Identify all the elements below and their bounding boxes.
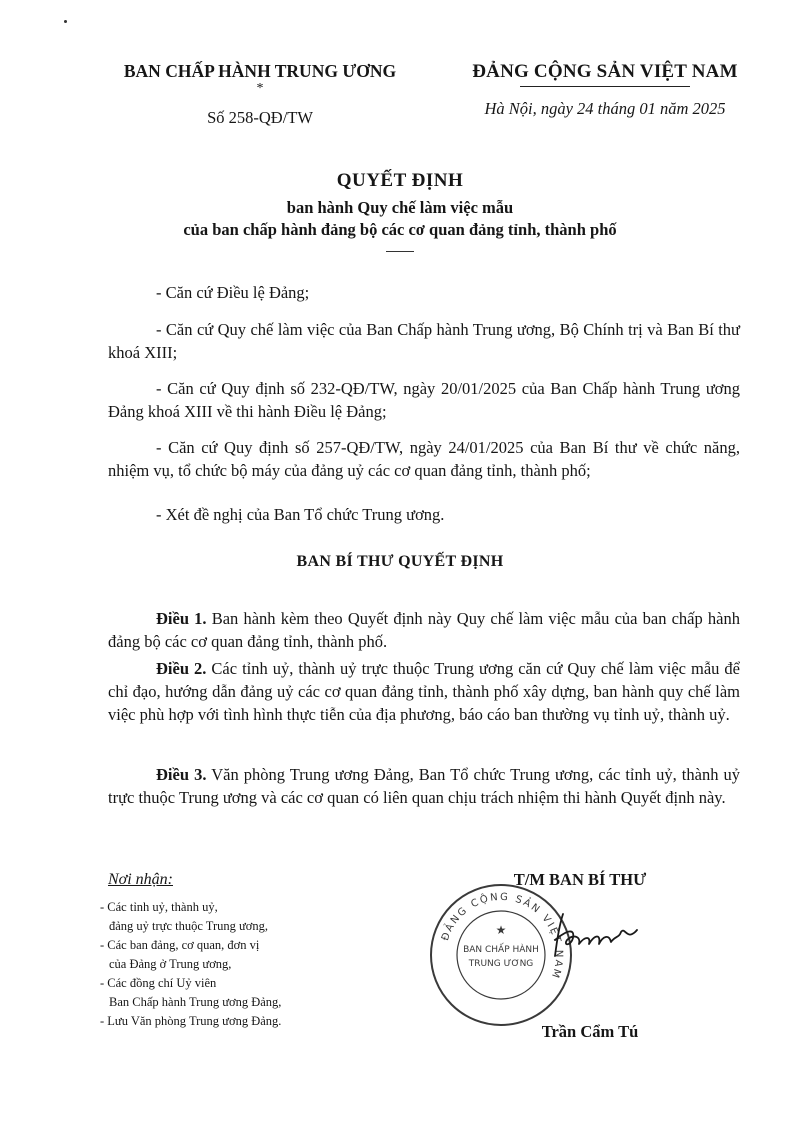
article-label: Điều 1. bbox=[156, 609, 207, 628]
preamble-item: - Căn cứ Quy định số 232-QĐ/TW, ngày 20/01/2025 của Ban Chấp hành Trung ương Đảng khoá XIII về thi hành Điều lệ Đảng; bbox=[108, 379, 740, 421]
document-subtitle-1: ban hành Quy chế làm việc mẫu bbox=[286, 198, 514, 217]
issuer-organization: BAN CHẤP HÀNH TRUNG ƯƠNG bbox=[123, 61, 397, 81]
document-number: Số 258-QĐ/TW bbox=[207, 108, 313, 127]
issuer-star: * bbox=[256, 81, 264, 96]
recipient-line: - Lưu Văn phòng Trung ương Đảng. bbox=[100, 1014, 282, 1028]
document-subtitle-2: của ban chấp hành đảng bộ các cơ quan đảng tỉnh, thành phố bbox=[183, 220, 617, 239]
recipient-line: Ban Chấp hành Trung ương Đảng, bbox=[109, 995, 282, 1009]
recipient-line: của Đảng ở Trung ương, bbox=[109, 957, 232, 971]
recipients-title: Nơi nhận: bbox=[108, 871, 173, 888]
decision-heading: BAN BÍ THƯ QUYẾT ĐỊNH bbox=[296, 553, 504, 570]
article-1 bbox=[108, 607, 740, 653]
article-3 bbox=[108, 763, 740, 809]
seal-text-center-1: BAN CHẤP HÀNH bbox=[463, 945, 539, 955]
recipient-line: - Các đồng chí Uỷ viên bbox=[100, 976, 217, 990]
recipient-line: - Các tỉnh uỷ, thành uỷ, bbox=[100, 900, 218, 914]
seal-text-center-2: TRUNG ƯƠNG bbox=[468, 959, 534, 969]
seal-text-ring: ĐẢNG CỘNG SẢN VIỆT NAM bbox=[439, 891, 565, 981]
preamble-item: - Xét đề nghị của Ban Tổ chức Trung ương. bbox=[156, 505, 445, 524]
title-divider bbox=[386, 251, 414, 252]
signature-title: T/M BAN BÍ THƯ bbox=[513, 870, 647, 889]
article-text: Ban hành kèm theo Quyết định này Quy chế làm việc mẫu của ban chấp hành đảng bộ các cơ quan đảng tỉnh, thành phố. bbox=[108, 609, 740, 651]
article-2 bbox=[108, 657, 740, 726]
preamble-item: - Căn cứ Quy định số 257-QĐ/TW, ngày 24/01/2025 của Ban Bí thư về chức năng, nhiệm vụ, tổ chức bộ máy của đảng uỷ các cơ quan đảng tỉnh, thành phố; bbox=[108, 438, 740, 480]
recipient-line: - Các ban đảng, cơ quan, đơn vị bbox=[100, 938, 260, 952]
article-text: Văn phòng Trung ương Đảng, Ban Tổ chức Trung ương, các tỉnh uỷ, thành uỷ trực thuộc Trung ương và các cơ quan có liên quan chịu trách nhiệm thi hành Quyết định này. bbox=[108, 765, 741, 807]
recipient-line: đảng uỷ trực thuộc Trung ương, bbox=[109, 919, 269, 933]
signer-name: Trần Cẩm Tú bbox=[541, 1022, 639, 1041]
party-name: ĐẢNG CỘNG SẢN VIỆT NAM bbox=[472, 61, 738, 82]
preamble-item: - Căn cứ Quy chế làm việc của Ban Chấp hành Trung ương, Bộ Chính trị và Ban Bí thư khoá XIII; bbox=[108, 320, 740, 362]
issuer-block bbox=[100, 60, 420, 128]
seal-star: ★ bbox=[495, 923, 507, 937]
recipients-list bbox=[100, 898, 380, 1031]
preamble-item: - Căn cứ Điều lệ Đảng; bbox=[156, 283, 310, 302]
party-block bbox=[455, 60, 755, 119]
article-label: Điều 3. bbox=[156, 765, 207, 784]
scan-speck bbox=[64, 20, 67, 23]
handwritten-signature-icon bbox=[545, 906, 645, 966]
article-text: Các tỉnh uỷ, thành uỷ trực thuộc Trung ương căn cứ Quy chế làm việc mẫu để chỉ đạo, hướng dẫn đảng uỷ các cơ quan đảng tỉnh, thành phố xây dựng, ban hành quy chế làm việc phù hợp với tình hình thực tiễn của địa phương, báo cáo ban thường vụ tỉnh uỷ, thành uỷ. bbox=[108, 659, 740, 724]
article-label: Điều 2. bbox=[156, 659, 207, 678]
document-date: Hà Nội, ngày 24 tháng 01 năm 2025 bbox=[484, 99, 726, 118]
party-underline bbox=[520, 86, 690, 87]
document-title: QUYẾT ĐỊNH bbox=[336, 170, 464, 191]
